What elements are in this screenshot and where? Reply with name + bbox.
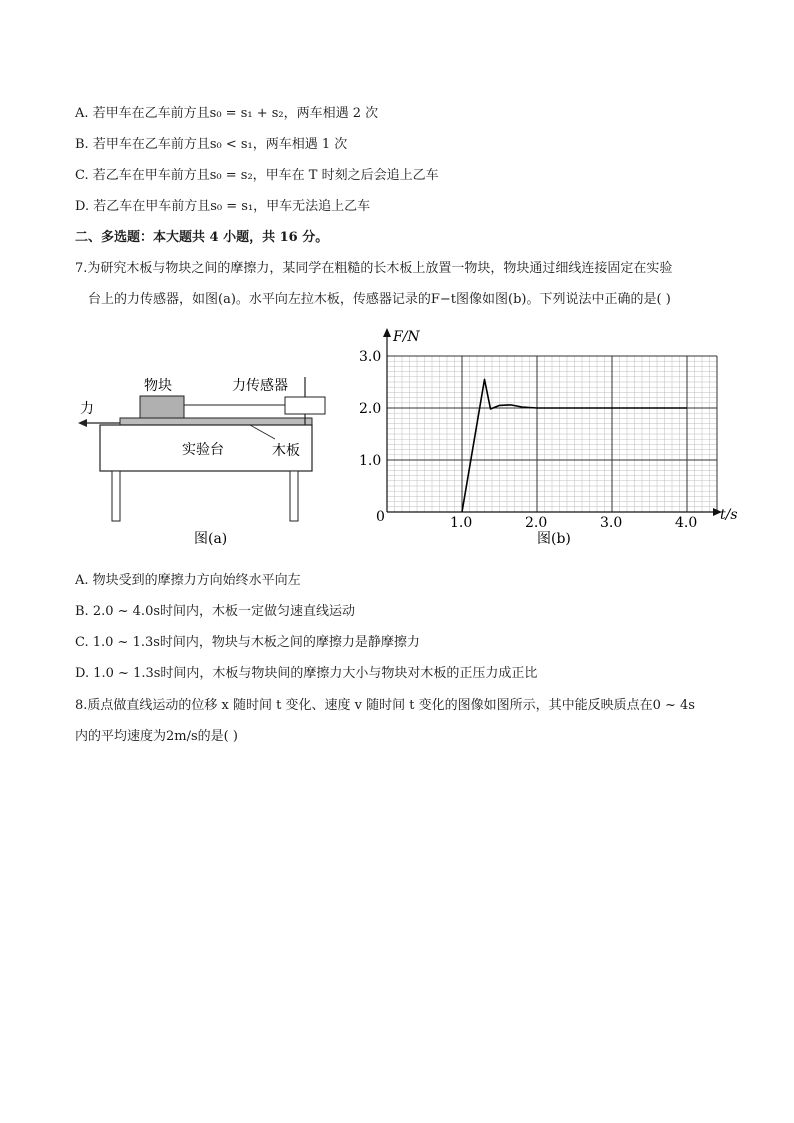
q7-stem-line2: 台上的力传感器，如图(a)。水平向左拉木板，传感器记录的F−t图像如图(b)。下列说法中正确的是( ): [88, 292, 671, 307]
q7-option-a: A. 物块受到的摩擦力方向始终水平向左: [75, 573, 301, 588]
board-label: 木板: [272, 443, 300, 459]
figure-b-chart: [355, 325, 750, 555]
x-tick-label: 3.0: [600, 515, 623, 531]
x-tick-label: 1.0: [450, 515, 473, 531]
x-tick-label: 4.0: [675, 515, 698, 531]
arrow-head-icon: [78, 419, 87, 427]
q7-option-c: C. 1.0 ~ 1.3s时间内，物块与木板之间的摩擦力是静摩擦力: [75, 635, 420, 650]
table-label: 实验台: [182, 442, 224, 458]
force-sensor: [285, 397, 325, 414]
block: [140, 396, 184, 418]
section-heading: 二、多选题：本大题共 4 小题，共 16 分。: [75, 230, 329, 245]
q6-option-b: B. 若甲车在乙车前方且s₀ < s₁，两车相遇 1 次: [75, 137, 348, 152]
y-tick-label: 1.0: [359, 453, 382, 469]
q6-option-c: C. 若乙车在甲车前方且s₀ = s₂，甲车在 T 时刻之后会追上乙车: [75, 168, 439, 183]
table-leg-right: [290, 471, 298, 521]
figure-a-caption: 图(a): [194, 531, 228, 547]
q7-option-d: D. 1.0 ~ 1.3s时间内，木板与物块间的摩擦力大小与物块对木板的正压力成正比: [75, 666, 538, 681]
board: [120, 418, 312, 425]
y-axis-arrow-icon: [383, 328, 391, 337]
y-tick-label: 2.0: [359, 401, 382, 417]
q7-stem-line1: 7.为研究木板与物块之间的摩擦力，某同学在粗糙的长木板上放置一物块，物块通过细线连接固定在实验: [75, 261, 673, 276]
q8-stem-line1: 8.质点做直线运动的位移 x 随时间 t 变化、速度 v 随时间 t 变化的图像如图所示，其中能反映质点在0 ~ 4s: [75, 698, 695, 713]
block-label: 物块: [144, 378, 172, 394]
origin-label: 0: [376, 509, 385, 525]
x-tick-label: 2.0: [525, 515, 548, 531]
q8-stem-line2: 内的平均速度为2m/s的是( ): [75, 729, 238, 744]
sensor-label: 力传感器: [232, 378, 288, 394]
q6-option-a: A. 若甲车在乙车前方且s₀ = s₁ + s₂，两车相遇 2 次: [75, 106, 379, 121]
y-axis-label: F/N: [393, 329, 420, 345]
x-axis-label: t/s: [720, 507, 738, 523]
table-leg-left: [112, 471, 120, 521]
y-tick-label: 3.0: [359, 349, 382, 365]
q7-option-b: B. 2.0 ~ 4.0s时间内，木板一定做匀速直线运动: [75, 604, 356, 619]
grid-minor: [387, 356, 717, 512]
figure-a-apparatus: [70, 355, 340, 555]
q6-option-d: D. 若乙车在甲车前方且s₀ = s₁，甲车无法追上乙车: [75, 199, 371, 214]
force-label: 力: [80, 401, 94, 417]
figure-b-caption: 图(b): [537, 531, 571, 547]
